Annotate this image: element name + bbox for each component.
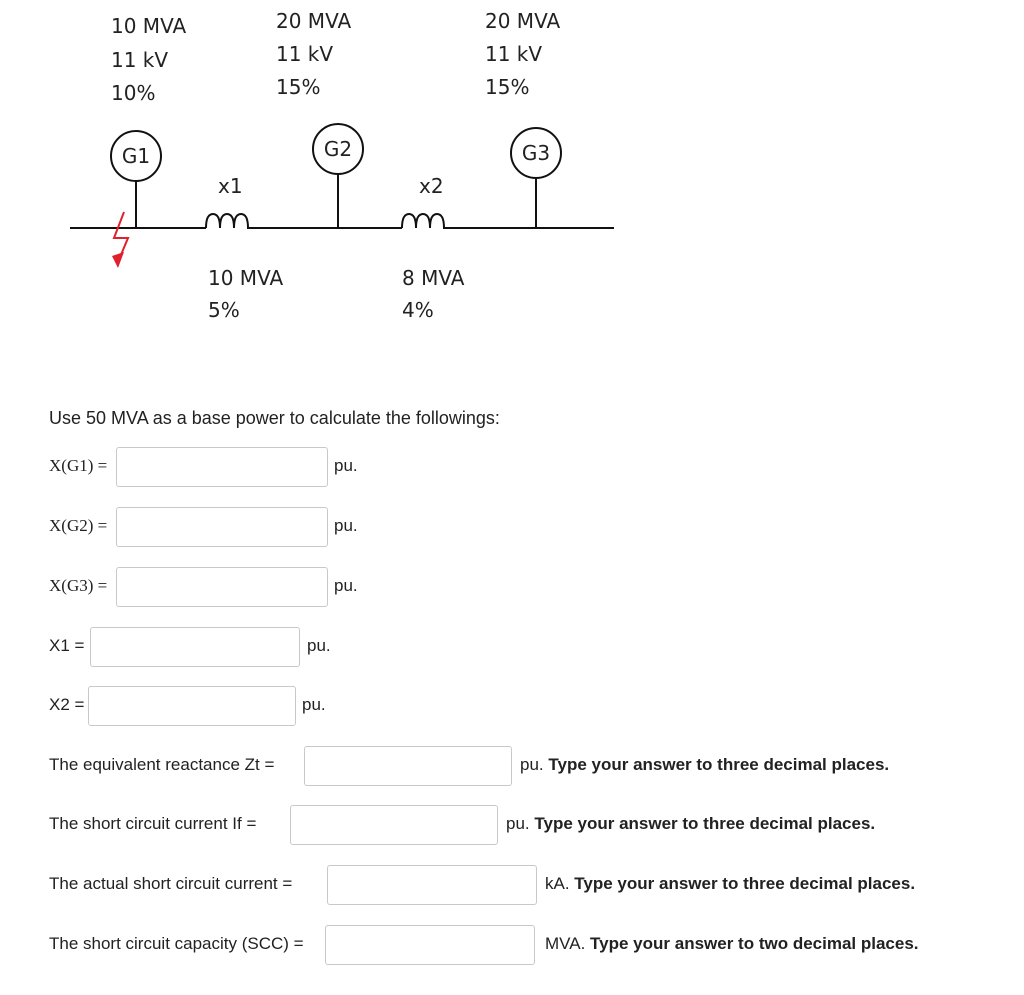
fault-arrow-icon xyxy=(112,212,128,268)
g1-name: G1 xyxy=(121,144,151,168)
g3-kv-label: 11 kV xyxy=(485,42,543,66)
xg1-input[interactable] xyxy=(116,447,328,487)
xg2-label: X(G2) = xyxy=(49,516,108,535)
actual-current-unit-text: kA. xyxy=(545,874,570,893)
g3-reactance-label: 15% xyxy=(485,75,530,99)
scc-label: The short circuit capacity (SCC) = xyxy=(49,934,304,953)
x2-label: X2 = xyxy=(49,695,85,714)
xg2-input[interactable] xyxy=(116,507,328,547)
g2-mva-label: 20 MVA xyxy=(276,9,352,33)
scc-unit xyxy=(545,934,919,954)
xg3-unit: pu. xyxy=(334,576,358,595)
actual-current-label: The actual short circuit current = xyxy=(49,874,293,893)
scc-instruction: Type your answer to two decimal places. xyxy=(590,934,919,953)
x2-input[interactable] xyxy=(88,686,296,726)
x1-reactance-label: 5% xyxy=(208,298,240,322)
x2-name: x2 xyxy=(419,174,444,198)
x1-coil-icon xyxy=(206,214,262,228)
g1-kv-label: 11 kV xyxy=(111,48,169,72)
x1-label: X1 = xyxy=(49,636,85,655)
if-unit-text: pu. xyxy=(506,814,530,833)
xg1-label: X(G1) = xyxy=(49,456,108,475)
x2-coil-icon xyxy=(402,214,462,228)
xg3-input[interactable] xyxy=(116,567,328,607)
g2-generator-icon xyxy=(312,123,364,175)
zt-input[interactable] xyxy=(304,746,512,786)
if-input[interactable] xyxy=(290,805,498,845)
x2-reactance-label: 4% xyxy=(402,298,434,322)
actual-current-unit xyxy=(545,874,915,894)
x1-name: x1 xyxy=(218,174,243,198)
g3-name: G3 xyxy=(521,141,551,165)
x2-mva-label: 8 MVA xyxy=(402,266,465,290)
scc-unit-text: MVA. xyxy=(545,934,586,953)
g1-mva-label: 10 MVA xyxy=(111,14,187,38)
g3-mva-label: 20 MVA xyxy=(485,9,561,33)
zt-unit-text: pu. xyxy=(520,755,544,774)
if-label: The short circuit current If = xyxy=(49,814,257,833)
x2-unit: pu. xyxy=(302,695,326,714)
scc-input[interactable] xyxy=(325,925,535,965)
x1-input[interactable] xyxy=(90,627,300,667)
g2-name: G2 xyxy=(323,137,353,161)
xg1-unit: pu. xyxy=(334,456,358,475)
xg3-label: X(G3) = xyxy=(49,576,108,595)
if-unit xyxy=(506,814,875,834)
question-prompt: Use 50 MVA as a base power to calculate the followings: xyxy=(49,408,500,428)
g2-kv-label: 11 kV xyxy=(276,42,334,66)
g1-generator-icon xyxy=(110,130,162,182)
actual-current-instruction: Type your answer to three decimal places. xyxy=(574,874,916,893)
zt-unit xyxy=(520,755,889,775)
x1-mva-label: 10 MVA xyxy=(208,266,284,290)
if-instruction: Type your answer to three decimal places. xyxy=(534,814,876,833)
xg2-unit: pu. xyxy=(334,516,358,535)
g2-reactance-label: 15% xyxy=(276,75,321,99)
g1-reactance-label: 10% xyxy=(111,81,156,105)
g3-generator-icon xyxy=(510,127,562,179)
zt-label: The equivalent reactance Zt = xyxy=(49,755,275,774)
zt-instruction: Type your answer to three decimal places. xyxy=(548,755,890,774)
actual-current-input[interactable] xyxy=(327,865,537,905)
x1-unit: pu. xyxy=(307,636,331,655)
